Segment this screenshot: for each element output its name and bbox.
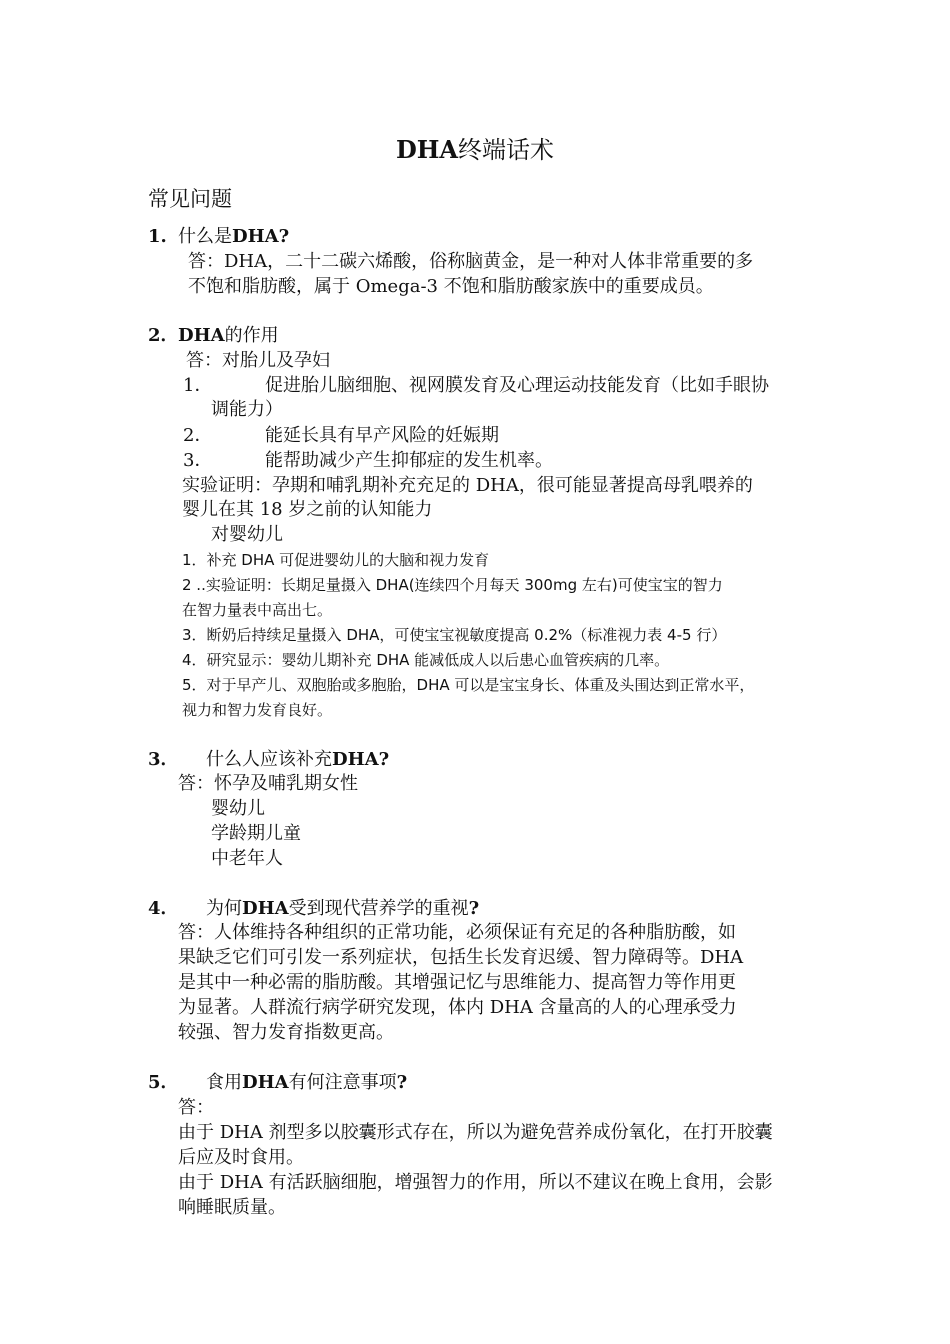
q5-number: 5． (148, 1072, 179, 1093)
q4-answer-line: 果缺乏它们可引发一系列症状，包括生长发育迟缓、智力障碍等。DHA (178, 947, 744, 968)
q3-answer: 婴幼儿 (211, 798, 265, 819)
q5-question-bold: DHA (242, 1072, 289, 1093)
infant-item: 视力和智力发育良好。 (182, 701, 333, 719)
q4-answer-line: 答：人体维持各种组织的正常功能，必须保证有充足的各种脂肪酸，如 (178, 922, 736, 943)
document-title (0, 134, 950, 166)
list-item-text: 促进胎儿脑细胞、视网膜发育及心理运动技能发育（比如手眼协 (265, 375, 769, 396)
q3-answer: 中老年人 (211, 848, 283, 869)
q4-question-prefix: 为何 (206, 898, 242, 919)
title-latin: DHA (395, 135, 459, 164)
list-item-text: 能延长具有早产风险的妊娠期 (265, 425, 499, 446)
q4-answer-line: 较强、智力发育指数更高。 (178, 1022, 394, 1043)
experiment-line: 实验证明：孕期和哺乳期补充充足的 DHA，很可能显著提高母乳喂养的 (182, 475, 753, 496)
q1-question-bold: DHA? (232, 226, 290, 247)
infant-item: 4．研究显示：婴幼儿期补充 DHA 能减低成人以后患心血管疾病的几率。 (182, 651, 670, 669)
q2-answer-intro: 答：对胎儿及孕妇 (186, 350, 330, 371)
q4-answer-line: 是其中一种必需的脂肪酸。其增强记忆与思维能力、提高智力等作用更 (178, 972, 736, 993)
q1-answer-line: 答：DHA，二十二碳六烯酸，俗称脑黄金，是一种对人体非常重要的多 (188, 251, 754, 272)
q3-question-bold: DHA? (332, 749, 390, 770)
q3-question (148, 748, 389, 772)
q5-question-end: ? (396, 1072, 408, 1093)
list-item-continuation: 调能力） (211, 399, 283, 420)
q5-answer-line: 响睡眠质量。 (178, 1197, 286, 1218)
q3-question-prefix: 什么人应该补充 (206, 749, 332, 770)
q3-answer: 学龄期儿童 (211, 823, 301, 844)
title-cjk: 终端话术 (458, 136, 555, 164)
q5-answer-label: 答： (178, 1097, 214, 1118)
list-item (183, 424, 499, 448)
infant-item: 1．补充 DHA 可促进婴幼儿的大脑和视力发育 (182, 551, 490, 569)
q3-number: 3． (148, 749, 179, 770)
list-item-text: 能帮助减少产生抑郁症的发生机率。 (265, 450, 553, 471)
q4-answer-line: 为显著。人群流行病学研究发现，体内 DHA 含量高的人的心理承受力 (178, 997, 737, 1018)
q4-question-end: ? (468, 898, 480, 919)
q2-question-bold: DHA (178, 325, 225, 346)
infant-intro: 对婴幼儿 (211, 524, 283, 545)
q5-answer-line: 后应及时食用。 (178, 1147, 304, 1168)
infant-item: 5．对于早产儿、双胞胎或多胞胎，DHA 可以是宝宝身长、体重及头围达到正常水平， (182, 676, 755, 694)
q4-question-suffix: 受到现代营养学的重视 (288, 898, 469, 919)
q1-number: 1. (148, 226, 167, 247)
infant-item: 在智力量表中高出七。 (182, 601, 333, 619)
q5-question-suffix: 有何注意事项 (288, 1072, 397, 1093)
q5-question-prefix: 食用 (206, 1072, 242, 1093)
q1-question (148, 225, 289, 249)
list-item-number: 2． (183, 425, 213, 446)
q3-answer: 答：怀孕及哺乳期女性 (178, 773, 358, 794)
infant-item: 3．断奶后持续足量摄入 DHA，可使宝宝视敏度提高 0.2%（标准视力表 4-5 行） (182, 626, 727, 644)
list-item-number: 1． (183, 375, 213, 396)
list-item (183, 449, 553, 473)
infant-item: 2 ..实验证明：长期足量摄入 DHA(连续四个月每天 300mg 左右)可使宝宝的智力 (182, 576, 723, 594)
q5-question (148, 1071, 407, 1095)
q2-number: 2． (148, 325, 179, 346)
q2-question (148, 324, 279, 348)
q5-answer-line: 由于 DHA 有活跃脑细胞，增强智力的作用，所以不建议在晚上食用，会影 (178, 1172, 773, 1193)
q1-answer-line: 不饱和脂肪酸，属于 Omega-3 不饱和脂肪酸家族中的重要成员。 (188, 276, 714, 297)
q4-number: 4． (148, 898, 179, 919)
q1-question-prefix: 什么是 (178, 226, 232, 247)
q2-question-suffix: 的作用 (224, 325, 279, 346)
list-item (183, 374, 769, 398)
q4-question (148, 897, 479, 921)
list-item-number: 3． (183, 450, 213, 471)
q5-answer-line: 由于 DHA 剂型多以胶囊形式存在，所以为避免营养成份氧化，在打开胶囊 (178, 1122, 773, 1143)
section-heading: 常见问题 (148, 187, 232, 211)
experiment-line: 婴儿在其 18 岁之前的认知能力 (182, 499, 433, 520)
q4-question-bold: DHA (242, 898, 289, 919)
